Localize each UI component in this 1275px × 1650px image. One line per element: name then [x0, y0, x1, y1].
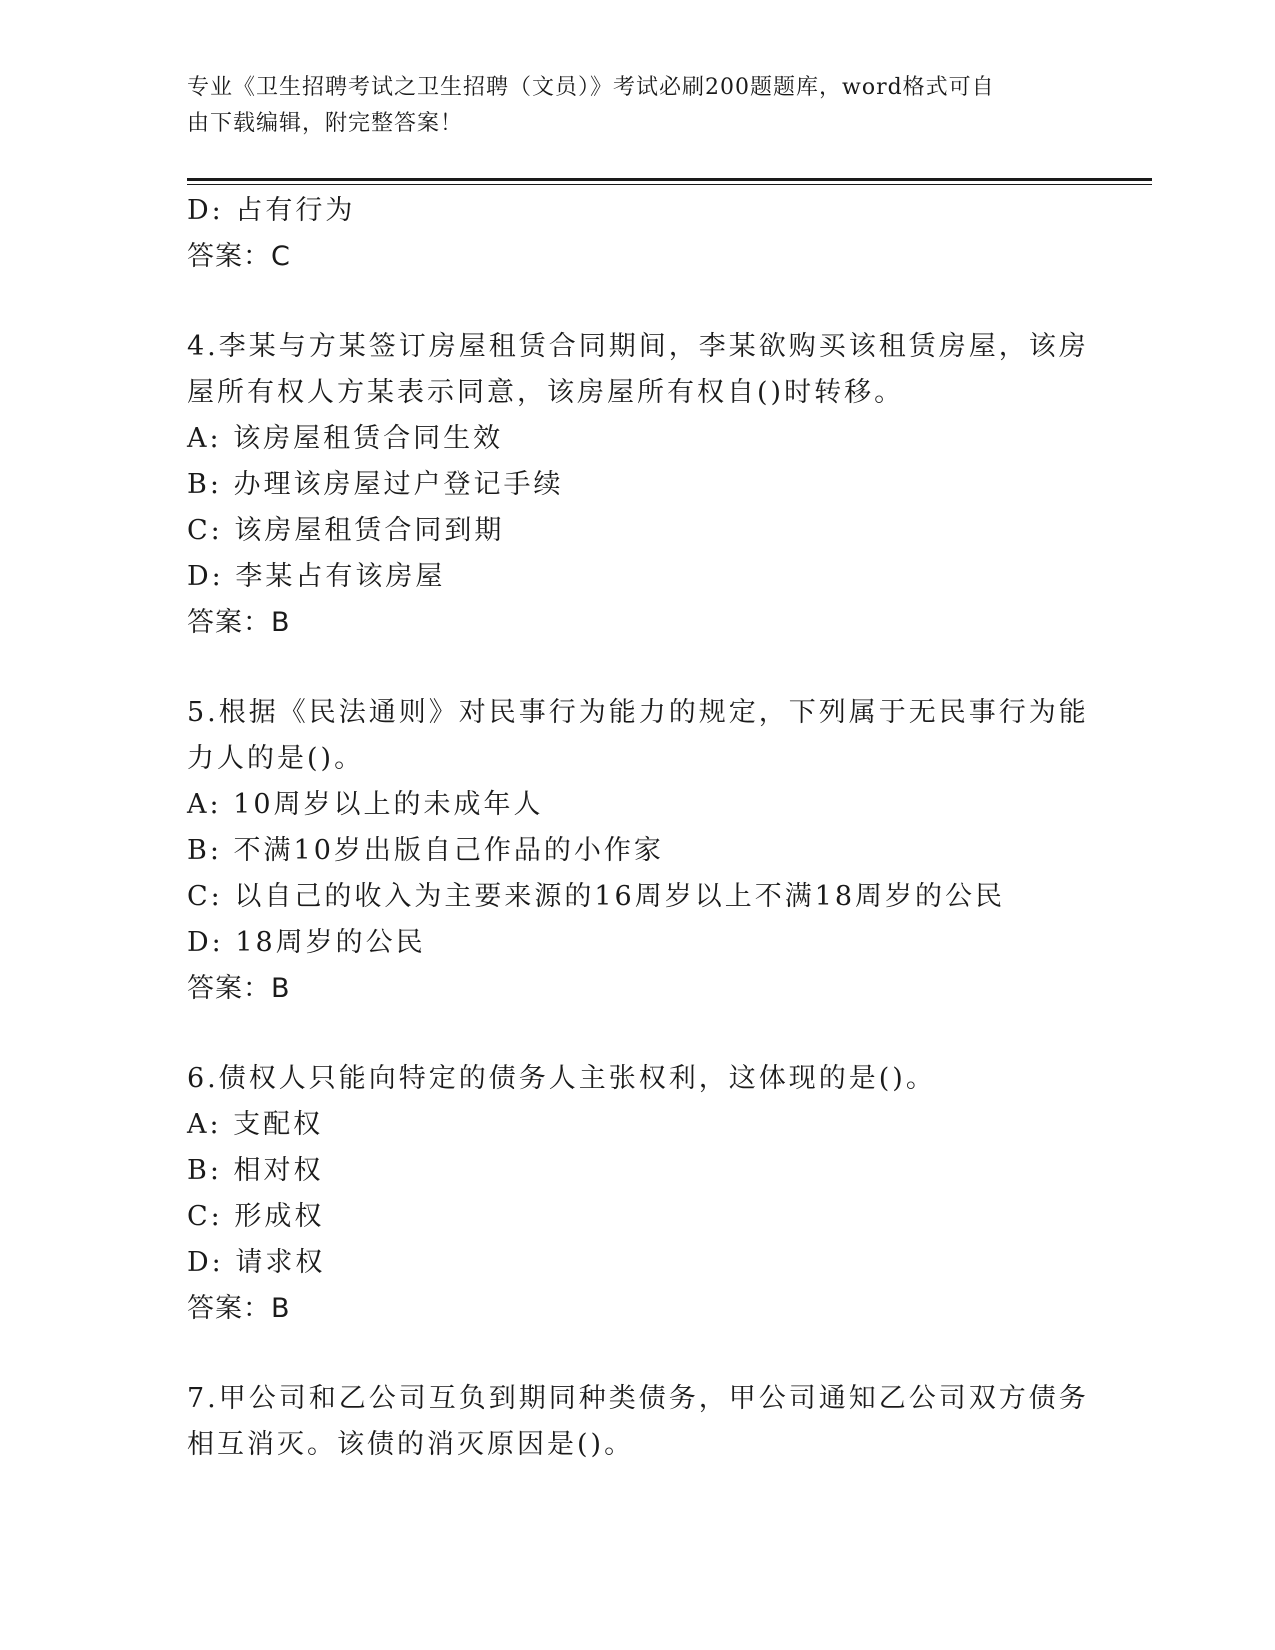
- option-a: A: 支配权: [187, 1109, 324, 1140]
- option-b: B: 不满10岁出版自己作品的小作家: [187, 835, 664, 866]
- header-line-1: 专业《卫生招聘考试之卫生招聘（文员）》考试必刷200题题库，word格式可自: [187, 75, 995, 100]
- stem-line: 6.债权人只能向特定的债务人主张权利，这体现的是()。: [187, 1063, 936, 1094]
- option-c: C: 以自己的收入为主要来源的16周岁以上不满18周岁的公民: [187, 881, 1006, 912]
- answer-line: 答案：C: [187, 241, 291, 272]
- option-a: A: 10周岁以上的未成年人: [187, 789, 544, 820]
- stem-line: 7.甲公司和乙公司互负到期同种类债务，甲公司通知乙公司双方债务: [187, 1383, 1089, 1414]
- option-a: A: 该房屋租赁合同生效: [187, 423, 504, 454]
- option-c: C: 形成权: [187, 1201, 325, 1232]
- question-block-5: [187, 690, 1087, 1012]
- option-d: D: 请求权: [187, 1247, 326, 1278]
- stem-line: 4.李某与方某签订房屋租赁合同期间，李某欲购买该租赁房屋，该房: [187, 331, 1089, 362]
- question-block-4: [187, 324, 1087, 646]
- question-stem: [187, 1056, 1087, 1102]
- stem-line: 相互消灭。该债的消灭原因是()。: [187, 1429, 635, 1460]
- option-d: D: 李某占有该房屋: [187, 561, 446, 592]
- option-d: D: 占有行为: [187, 195, 356, 226]
- option-b: B: 相对权: [187, 1155, 324, 1186]
- stem-line: 力人的是()。: [187, 743, 365, 774]
- header-rule-thick: [187, 178, 1152, 181]
- stem-line: 屋所有权人方某表示同意，该房屋所有权自()时转移。: [187, 377, 905, 408]
- question-block-7: [187, 1376, 1087, 1468]
- answer-line: 答案：B: [187, 1293, 291, 1324]
- option-b: B: 办理该房屋过户登记手续: [187, 469, 564, 500]
- answer-line: 答案：B: [187, 973, 291, 1004]
- header-line-2: 由下载编辑，附完整答案！: [187, 111, 464, 136]
- header-rule-thin: [187, 184, 1152, 185]
- option-c: C: 该房屋租赁合同到期: [187, 515, 505, 546]
- question-block-6: [187, 1056, 1087, 1332]
- document-body: [187, 188, 1087, 1468]
- question-stem: [187, 324, 1087, 416]
- question-stem: [187, 690, 1087, 782]
- question-stem: [187, 1376, 1087, 1468]
- answer-line: 答案：B: [187, 607, 291, 638]
- stem-line: 5.根据《民法通则》对民事行为能力的规定，下列属于无民事行为能: [187, 697, 1089, 728]
- option-d: D: 18周岁的公民: [187, 927, 426, 958]
- page-header: [187, 70, 1067, 142]
